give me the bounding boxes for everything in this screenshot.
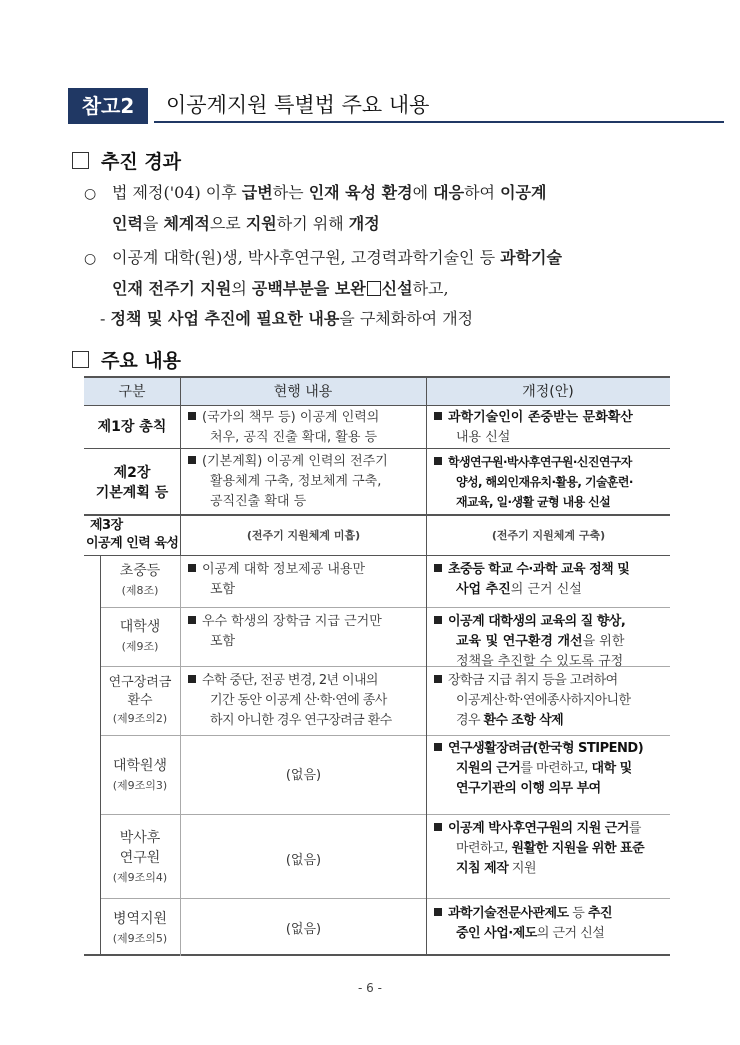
table-border-top [84,376,670,378]
row-ch3-label: 제3장 이공계 인력 육성 [86,518,179,551]
table-vline [180,556,181,956]
row-grad-revised: 연구생활장려금(한국형 STIPEND) 지원의 근거를 마련하고, 대학 및 연구기관의 이행 의무 부여 [434,739,670,799]
table-line-dotted [100,607,670,608]
row-ch3-revised: (전주기 지원체계 구축) [491,529,606,542]
checkbox-square-icon [72,152,89,169]
row-scholar-current: 수학 중단, 전공 변경, 2년 이내의 기간 동안 이공계 산·학·연에 종사 하지 아니한 경우 연구장려금 환수 [188,671,426,731]
square-bullet-icon [434,743,442,751]
page-number: - 6 - [358,981,382,995]
row-grad-current: (없음) [285,768,322,783]
row-scholar-revised: 장학금 지급 취지 등을 고려하여 이공계산·학·연에종사하지아니한 경우 환수 조항 삭제 [434,671,670,731]
header-revised: 개정(안) [522,384,574,400]
square-bullet-icon [434,823,442,831]
row-elem-revised: 초중등 학교 수·과학 교육 정책 및 사업 추진의 근거 신설 [434,560,670,600]
square-bullet-icon [434,616,442,624]
paragraph-2-line-1: 이공계 대학(원)생, 박사후연구원, 고경력과학기술인 등 과학기술 [112,248,562,267]
square-bullet-icon [188,456,196,464]
paragraph-3: - 정책 및 사업 추진에 필요한 내용을 구체화하여 개정 [100,309,474,328]
placeholder-box-icon [367,281,381,296]
row-ch2-current: (기본계획) 이공계 인력의 전주기 활용체계 구축, 정보체계 구축, 공직진출 확대 등 [188,452,424,512]
row-postdoc-revised: 이공계 박사후연구원의 지원 근거를 마련하고, 원활한 지원을 위한 표준 지침 제작 지원 [434,819,670,879]
content-table [84,376,670,956]
square-bullet-icon [188,675,196,683]
square-bullet-icon [434,908,442,916]
table-line [84,514,670,516]
circle-bullet-icon: ○ [84,251,97,267]
paragraph-1-line-2: 인력을 체계적으로 지원하기 위해 개정 [112,214,380,233]
paragraph-2-line-2: 인재 전주기 지원의 공백부분을 보완 신설하고, [112,279,449,298]
square-bullet-icon [188,616,196,624]
table-vline [426,376,427,956]
row-postdoc-current: (없음) [285,853,322,868]
table-line [84,555,670,556]
header-current: 현행 내용 [273,384,333,400]
row-scholar-label: 연구장려금 환수 (제9조의2) [108,675,172,725]
section-heading-text: 주요 내용 [101,350,182,372]
row-ch1-label: 제1장 총칙 [97,419,167,435]
row-univ-revised: 이공계 대학생의 교육의 질 향상, 교육 및 연구환경 개선을 위한 정책을 추진할 수 있도록 규정 [434,612,670,672]
row-ch1-current: (국가의 책무 등) 이공계 인력의 처우, 공직 진출 확대, 활용 등 [188,408,424,448]
square-bullet-icon [434,457,442,465]
square-bullet-icon [434,564,442,572]
page-title [68,88,658,124]
checkbox-square-icon [72,351,89,368]
header-category: 구분 [118,384,146,400]
row-ch3-current: (전주기 지원체계 미흡) [246,529,361,542]
table-line-dotted [100,735,670,736]
section-heading-main-content [72,346,181,373]
title-text: 이공계지원 특별법 주요 내용 [166,93,430,117]
table-border-bottom [84,954,670,956]
square-bullet-icon [188,564,196,572]
title-underline [154,121,724,123]
row-ch2-revised: 학생연구원·박사후연구원·신진연구자 양성, 해외인재유치·활용, 기술훈련· 재교육, 일·생활 균형 내용 신설 [434,452,668,512]
square-bullet-icon [188,412,196,420]
circle-bullet-icon: ○ [84,186,97,202]
row-univ-current: 우수 학생의 장학금 지급 근거만 포함 [188,612,424,652]
row-univ-label: 대학생 (제9조) [119,619,161,653]
section-heading-progress [72,147,181,174]
row-military-label: 병역지원 (제9조의5) [112,911,168,945]
paragraph-1-line-1: 법 제정('04) 이후 급변하는 인재 육성 환경에 대응하여 이공계 [112,183,547,202]
row-elem-current: 이공계 대학 정보제공 내용만 포함 [188,560,424,600]
table-line [84,448,670,449]
paragraph-1 [112,177,682,239]
paragraph-2 [112,242,682,304]
row-elem-label: 초중등 (제8조) [119,563,161,597]
square-bullet-icon [434,675,442,683]
section-heading-text: 추진 경과 [101,151,182,173]
table-line-dotted [100,814,670,815]
row-ch2-label: 제2장 기본계획 등 [95,465,169,501]
title-badge: 참고2 [68,88,148,124]
row-ch1-revised: 과학기술인이 존중받는 문화확산 내용 신설 [434,408,670,448]
square-bullet-icon [434,412,442,420]
table-line-dotted [100,898,670,899]
row-military-revised: 과학기술전문사관제도 등 추진 중인 사업·제도의 근거 신설 [434,904,670,944]
row-postdoc-label: 박사후 연구원 (제9조의4) [112,830,168,884]
row-military-current: (없음) [285,922,322,937]
table-line [84,405,670,406]
row-grad-label: 대학원생 (제9조의3) [112,758,168,792]
